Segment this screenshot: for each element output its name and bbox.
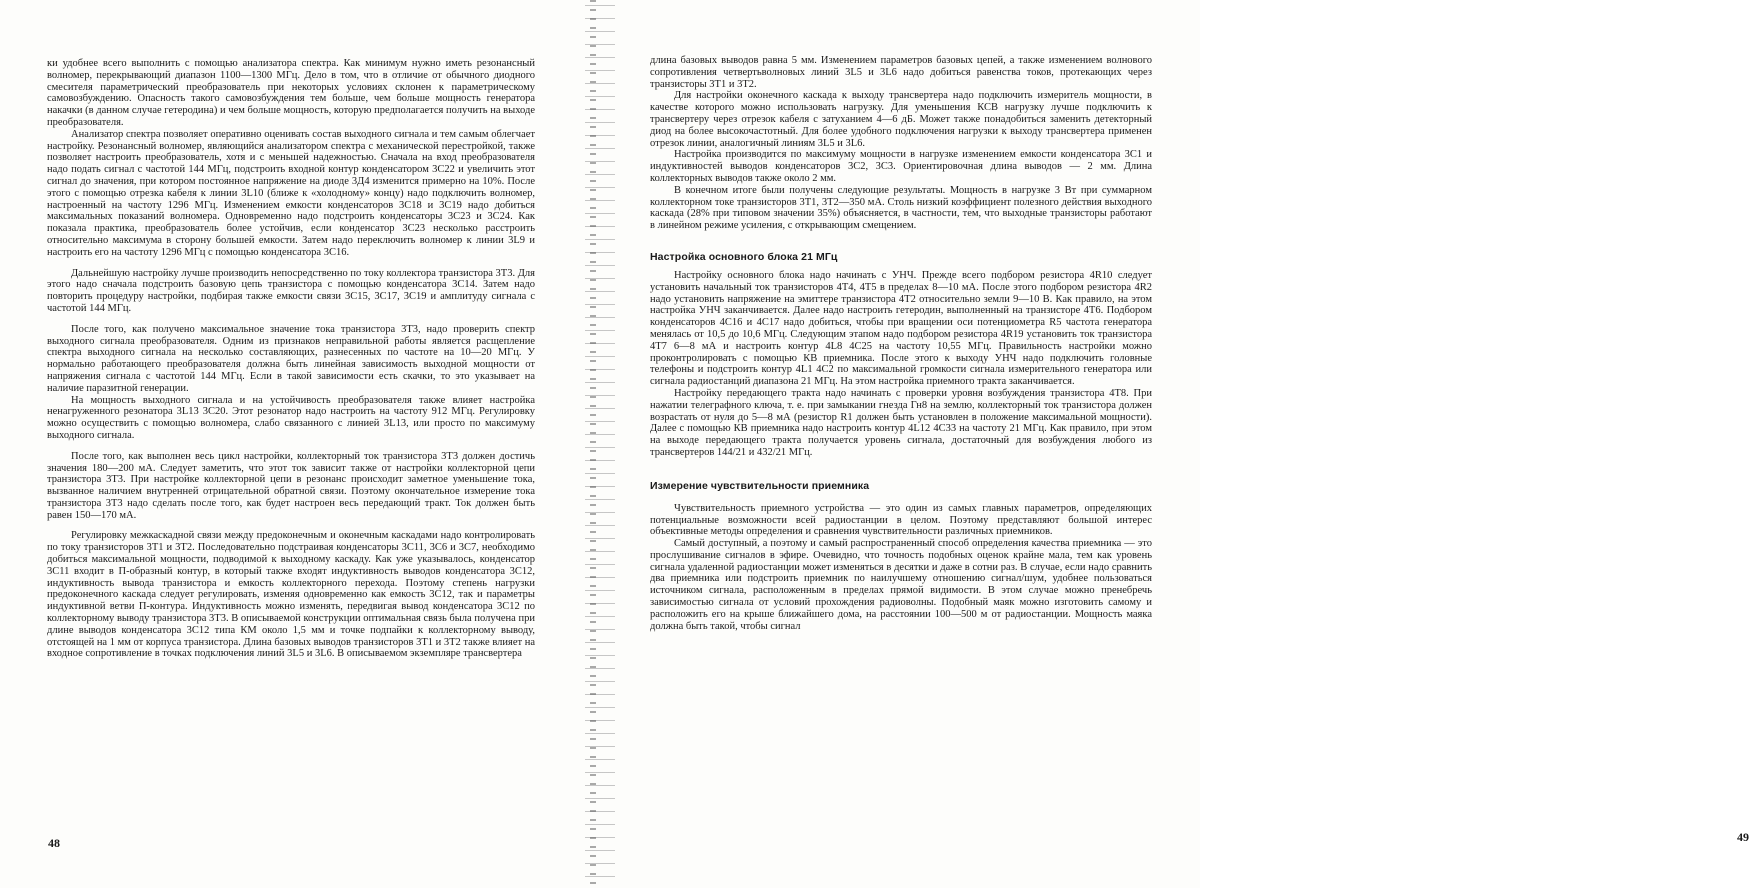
paragraph: Для настройки оконечного каскада к выходу трансвертера надо подключить измеритель мощности, в качестве которого можно использовать нагрузку. Для уменьшения КСВ нагрузку лучше подключить к трансвертеру через отрезок кабеля с затуханием 4—6 дБ. Может также понадобиться заменить детекторный диод на более высокочастотный. Для более удобного подключения нагрузки к выходу трансвертера применен отрезок линии, аналогичный линиям 3L5 и 3L6. [650, 90, 1152, 149]
right-text-column [650, 55, 1152, 632]
paragraph: ки удобнее всего выполнить с помощью анализатора спектра. Как минимум нужно иметь резонансный волномер, перекрывающий диапазон 1100—1300 МГц. Дело в том, что в отличие от обычного диодного смесителя параметрический преобразователь при некоторых условиях склонен к параметрическому самовозбуждению. Опасность такого самовозбуждения тем больше, чем больше мощность генератора накачки (в данном случае гетеродина) и чем больше мощность, которую предполагается получить на выходе преобразователя. [47, 58, 535, 128]
paragraph: Настройку основного блока надо начинать с УНЧ. Прежде всего подбором резистора 4R10 следует установить начальный ток транзисторов 4Т4, 4Т5 в пределах 8—10 мА. После этого подбором резистора 4R2 надо установить напряжение на эмиттере транзистора 4Т2 относительно земли 9—10 В. Как правило, на этом настройка УНЧ заканчивается. Далее надо настроить гетеродин, выполненный на транзисторе 4Т6. Подбором конденсаторов 4С16 и 4С17 надо добиться, чтобы при вращении оси потенциометра R5 частота генератора менялась от 10,5 до 10,6 МГц. Следующим этапом надо подбором резистора 4R19 установить ток транзистора 4Т7 6—8 мА и настроить контур 4L8 4С25 на частоту 10,55 МГц. Правильность настройки можно проконтролировать с помощью КВ приемника. После этого к выходу УНЧ надо подключить головные телефоны и подстроить контур 4L1 4С2 по максимальной громкости сигнала измерительного генератора или сигнала радиостанций диапазона 21 МГц. На этом настройка приемного тракта заканчивается. [650, 269, 1152, 388]
left-page [0, 0, 585, 888]
paragraph: Самый доступный, а поэтому и самый распространенный способ определения качества приемника — это прослушивание сигналов в эфире. Очевидно, что точность подобных оценок крайне мала, тем как уровень сигнала удаленной радиостанции может изменяться в десятки и даже в сотни раз. В случае, если надо сравнить два приемника или подстроить приемник по наилучшему отношению сигнал/шум, удобнее пользоваться источником сигнала, расположенным в пределах прямой видимости. В этом случае можно пренебречь зависимостью сигнала от условий прохождения радиоволны. Подобный маяк можно изготовить самому и расположить его на крыше ближайшего дома, на расстоянии 100—500 м от радиостанции. Мощность маяка должна быть такой, чтобы сигнал [650, 538, 1152, 632]
section-heading-sensitivity: Измерение чувствительности приемника [650, 479, 870, 492]
paragraph: Анализатор спектра позволяет оперативно оценивать состав выходного сигнала и тем самым облегчает настройку. Резонансный волномер, являющийся анализатором спектра с механической перестройкой, также позволяет настроить преобразователь, хотя и с меньшей надежностью. Сначала на вход преобразователя надо подать сигнал с частотой 144 МГц, подстроить входной контур конденсатором 3С22 и увеличить этот сигнал до значения, при котором постоянное напряжение на диоде 3Д4 изменится примерно на 10%. После этого с помощью отрезка кабеля к линии 3L10 (ближе к «холодному» концу) надо подключить волномер, настроенный на частоту 1296 МГц. Изменением емкости конденсаторов 3С18 и 3С19 надо добиться максимальных показаний волномера. Одновременно надо подстроить конденсаторы 3С23 и 3С24. Как показала практика, преобразователь более устойчив, если конденсатор 3С23 несколько расстроить относительно максимума в сторону большей емкости. Затем надо переключить волномер к линии 3L9 и настроить его на частоту 1296 МГц с помощью конденсатора 3С16. [47, 128, 535, 258]
section-heading-main-block: Настройка основного блока 21 МГц [650, 250, 838, 263]
paragraph: В конечном итоге были получены следующие результаты. Мощность в нагрузке 3 Вт при суммарном коллекторном токе транзисторов 3Т1, 3Т2—350 мА. Столь низкий коэффициент полезного действия выходного каскада (28% при типовом значении 35%) объясняется, в частности, тем, что выходные транзисторы работают в линейном режиме усиления, с открывающим смещением. [650, 184, 1152, 232]
paragraph: После того, как получено максимальное значение тока транзистора 3Т3, надо проверить спектр выходного сигнала преобразователя. Одним из признаков неправильной работы является расщепление спектра выходного сигнала на несколько составляющих, разнесенных по частоте на 10—20 МГц. У нормально работающего преобразователя должна быть линейная зависимость выходной мощности от напряжения сигнала с частотой 144 МГц. Если в такой зависимости есть скачки, то это указывает на наличие паразитной генерации. [47, 323, 535, 394]
binding-shadow [590, 0, 596, 888]
paragraph: длина базовых выводов равна 5 мм. Изменением параметров базовых цепей, а также изменением волнового сопротивления четвертьволновых линий 3L5 и 3L6 надо добиться равенства токов, протекающих через транзисторы 3Т1 и 3Т2. [650, 55, 1152, 90]
paragraph: Настройка производится по максимуму мощности в нагрузке изменением емкости конденсатора 3С1 и индуктивностей выводов конденсаторов 3С2, 3С3. Ориентировочная длина выводов — 2 мм. Длина коллекторных выводов также около 2 мм. [650, 149, 1152, 184]
right-page [615, 0, 1749, 888]
paragraph: После того, как выполнен весь цикл настройки, коллекторный ток транзистора 3Т3 должен достичь значения 180—200 мА. Следует заметить, что этот ток зависит также от настройки коллекторной цепи транзистора 3Т3. При настройке коллекторной цепи в резонанс происходит заметное уменьшение тока, вызванное наличием внутренней отрицательной обратной связи. Поэтому окончательное измерение тока транзистора 3Т3 надо сделать после того, как будет настроен весь передающий тракт. Ток должен быть равен 150—170 мА. [47, 450, 535, 521]
paragraph: Регулировку межкаскадной связи между предоконечным и оконечным каскадами надо контролировать по току транзисторов 3Т1 и 3Т2. Последовательно подстраивая конденсаторы 3С11, 3С6 и 3С7, необходимо добиться максимальной мощности, подводимой к выходному каскаду. Как уже указывалось, конденсатор 3С11 входит в П-образный контур, в который также входят индуктивность выводов конденсатора 3С12, индуктивность вывода транзистора и емкость коллекторного перехода. Поэтому степень нагрузки предоконечного каскада следует регулировать, изменяя одновременно как емкость 3С12, так и параметры индуктивной ветви П-контура. Индуктивность можно изменять, передвигая вывод конденсатора 3С12 по коллекторному выводу транзистора 3Т3. В описываемой конструкции оптимальная связь была получена при длине выводов конденсатора 3С12 типа КМ около 1,5 мм и точке подпайки к коллекторному выводу, отстоящей на 1 мм от корпуса транзистора. Длина базовых выводов транзисторов 3Т1 и 3Т2 также влияет на входное сопротивление в точках подключения линий 3L5 и 3L6. В описываемом экземпляре трансвертера [47, 530, 535, 660]
page-number-left: 48 [48, 836, 60, 850]
paragraph: Дальнейшую настройку лучше производить непосредственно по току коллектора транзистора 3Т3. Для этого надо сначала подстроить базовую цепь транзистора с помощью конденсатора 3С14. Затем надо повторить процедуру настройки, подбирая также емкости связи 3С15, 3С17, 3С19 и амплитуду сигнала с частотой 144 МГц. [47, 267, 535, 314]
left-text-column [47, 58, 535, 660]
page-number-right: 49 [1737, 830, 1749, 844]
paragraph: Чувствительность приемного устройства — это один из самых главных параметров, определяющих потенциальные возможности всей радиостанции в целом. Поэтому представляют большой интерес объективные методы определения и сравнения чувствительности различных приемников. [650, 502, 1152, 538]
paragraph: На мощность выходного сигнала и на устойчивость преобразователя также влияет настройка ненагруженного резонатора 3L13 3С20. Этот резонатор надо настроить на частоту 912 МГц. Регулировку можно осуществить с помощью волномера, слабо связанного с линией 3L13, или просто по максимуму выходного сигнала. [47, 394, 535, 441]
paragraph: Настройку передающего тракта надо начинать с проверки уровня возбуждения транзистора 4Т8. При нажатии телеграфного ключа, т. е. при замыкании гнезда Гн8 на землю, коллекторный ток транзистора должен возрастать от нуля до 5—8 мА (резистор R1 должен быть установлен в положение максимальной мощности). Далее с помощью КВ приемника надо настроить контур 4L12 4С33 на частоту 21 МГц. Как правило, при этом на выходе передающего тракта получается уровень сигнала, достаточный для возбуждения любого из трансвертеров 144/21 и 432/21 МГц. [650, 387, 1152, 458]
